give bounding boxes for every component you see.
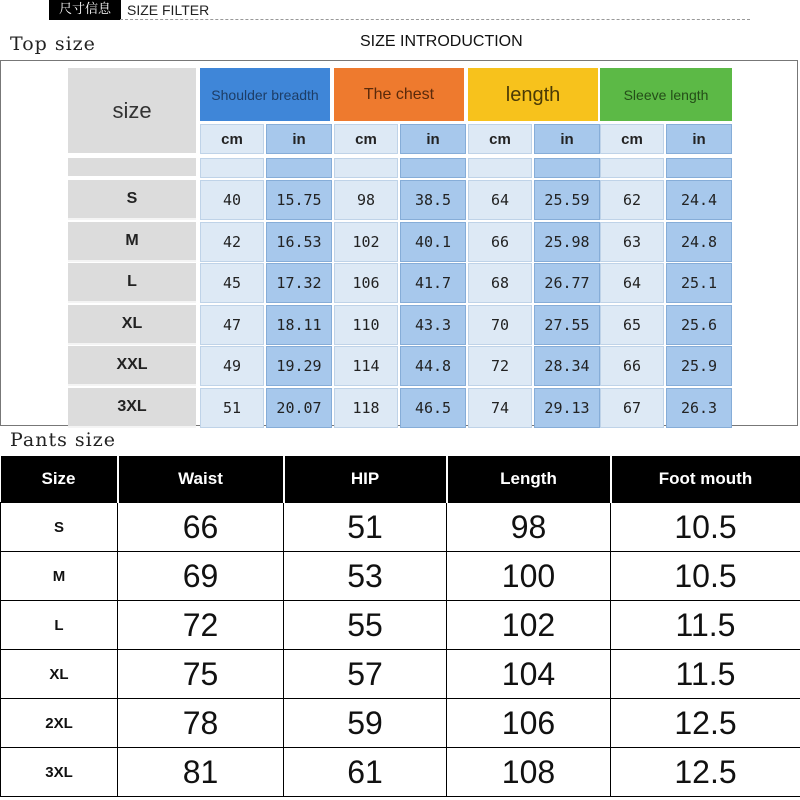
top-size-value: 102 xyxy=(334,222,398,262)
top-size-value: 67 xyxy=(600,388,664,428)
pants-header-foot-mouth: Foot mouth xyxy=(611,456,800,503)
blank-cell xyxy=(334,158,398,178)
pants-row xyxy=(1,650,800,699)
top-size-label: 3XL xyxy=(68,388,196,428)
group-header-length: length xyxy=(468,68,598,121)
top-size-label: S xyxy=(68,180,196,220)
top-size-value: 46.5 xyxy=(400,388,466,428)
top-size-value: 72 xyxy=(468,346,532,386)
pants-size-label: 2XL xyxy=(1,699,118,748)
pants-value: 69 xyxy=(118,552,284,601)
pants-size-label: 3XL xyxy=(1,748,118,797)
top-size-value: 98 xyxy=(334,180,398,220)
top-size-value: 18.11 xyxy=(266,305,332,345)
top-size-value: 51 xyxy=(200,388,264,428)
pants-header-waist: Waist xyxy=(118,456,284,503)
top-size-value: 44.8 xyxy=(400,346,466,386)
blank-cell xyxy=(266,158,332,178)
pants-value: 11.5 xyxy=(611,601,800,650)
top-size-value: 29.13 xyxy=(534,388,600,428)
pants-value: 53 xyxy=(284,552,447,601)
header-tag: 尺寸信息 xyxy=(49,0,121,20)
pants-value: 104 xyxy=(447,650,611,699)
blank-cell xyxy=(400,158,466,178)
top-size-title: Top size xyxy=(10,33,96,55)
top-size-header: size xyxy=(68,68,196,153)
top-size-value: 25.59 xyxy=(534,180,600,220)
top-size-value: 38.5 xyxy=(400,180,466,220)
pants-row xyxy=(1,748,800,797)
size-column-spacer xyxy=(68,158,196,178)
pants-value: 72 xyxy=(118,601,284,650)
unit-header-in: in xyxy=(666,124,732,154)
size-introduction-title: SIZE INTRODUCTION xyxy=(360,33,523,50)
pants-row xyxy=(1,503,800,552)
pants-value: 11.5 xyxy=(611,650,800,699)
pants-value: 61 xyxy=(284,748,447,797)
top-size-value: 24.8 xyxy=(666,222,732,262)
pants-value: 100 xyxy=(447,552,611,601)
top-size-value: 110 xyxy=(334,305,398,345)
pants-size-label: XL xyxy=(1,650,118,699)
top-size-value: 42 xyxy=(200,222,264,262)
pants-value: 12.5 xyxy=(611,699,800,748)
unit-header-in: in xyxy=(266,124,332,154)
top-size-value: 118 xyxy=(334,388,398,428)
top-size-value: 66 xyxy=(600,346,664,386)
header-divider xyxy=(120,19,750,20)
top-size-value: 43.3 xyxy=(400,305,466,345)
pants-value: 55 xyxy=(284,601,447,650)
pants-header-length: Length xyxy=(447,456,611,503)
blank-cell xyxy=(468,158,532,178)
pants-value: 59 xyxy=(284,699,447,748)
header-title: SIZE FILTER xyxy=(127,2,210,18)
pants-value: 78 xyxy=(118,699,284,748)
group-header-chest: The chest xyxy=(334,68,464,121)
top-size-value: 16.53 xyxy=(266,222,332,262)
pants-value: 106 xyxy=(447,699,611,748)
top-size-value: 15.75 xyxy=(266,180,332,220)
pants-row xyxy=(1,552,800,601)
group-header-shoulder: Shoulder breadth xyxy=(200,68,330,121)
top-size-value: 40 xyxy=(200,180,264,220)
top-size-value: 45 xyxy=(200,263,264,303)
top-size-value: 26.3 xyxy=(666,388,732,428)
top-size-value: 25.6 xyxy=(666,305,732,345)
top-size-value: 27.55 xyxy=(534,305,600,345)
pants-value: 10.5 xyxy=(611,552,800,601)
top-size-label: L xyxy=(68,263,196,303)
top-size-value: 26.77 xyxy=(534,263,600,303)
top-size-value: 40.1 xyxy=(400,222,466,262)
blank-cell xyxy=(200,158,264,178)
top-size-value: 68 xyxy=(468,263,532,303)
top-size-value: 49 xyxy=(200,346,264,386)
pants-size-label: S xyxy=(1,503,118,552)
top-size-value: 70 xyxy=(468,305,532,345)
pants-size-label: L xyxy=(1,601,118,650)
top-size-label: XXL xyxy=(68,346,196,386)
pants-value: 75 xyxy=(118,650,284,699)
blank-cell xyxy=(666,158,732,178)
top-size-value: 66 xyxy=(468,222,532,262)
top-size-value: 41.7 xyxy=(400,263,466,303)
top-size-value: 65 xyxy=(600,305,664,345)
top-size-value: 17.32 xyxy=(266,263,332,303)
top-size-value: 25.98 xyxy=(534,222,600,262)
pants-row xyxy=(1,601,800,650)
blank-cell xyxy=(534,158,600,178)
top-size-value: 64 xyxy=(600,263,664,303)
top-size-value: 63 xyxy=(600,222,664,262)
pants-value: 57 xyxy=(284,650,447,699)
top-size-label: M xyxy=(68,222,196,262)
pants-value: 108 xyxy=(447,748,611,797)
unit-header-cm: cm xyxy=(468,124,532,154)
pants-header-hip: HIP xyxy=(284,456,447,503)
unit-header-cm: cm xyxy=(334,124,398,154)
unit-header-cm: cm xyxy=(200,124,264,154)
unit-header-in: in xyxy=(400,124,466,154)
top-size-value: 62 xyxy=(600,180,664,220)
top-size-value: 24.4 xyxy=(666,180,732,220)
top-size-value: 106 xyxy=(334,263,398,303)
pants-value: 66 xyxy=(118,503,284,552)
pants-header-size: Size xyxy=(1,456,118,503)
top-size-value: 25.9 xyxy=(666,346,732,386)
blank-cell xyxy=(600,158,664,178)
pants-header-row xyxy=(1,456,800,503)
top-size-value: 20.07 xyxy=(266,388,332,428)
top-size-value: 47 xyxy=(200,305,264,345)
pants-value: 81 xyxy=(118,748,284,797)
top-size-label: XL xyxy=(68,305,196,345)
unit-header-in: in xyxy=(534,124,600,154)
top-size-value: 114 xyxy=(334,346,398,386)
pants-value: 10.5 xyxy=(611,503,800,552)
pants-value: 98 xyxy=(447,503,611,552)
pants-size-table xyxy=(0,456,800,797)
pants-value: 12.5 xyxy=(611,748,800,797)
top-size-value: 64 xyxy=(468,180,532,220)
top-size-value: 25.1 xyxy=(666,263,732,303)
pants-size-title: Pants size xyxy=(10,429,117,451)
pants-value: 102 xyxy=(447,601,611,650)
top-size-value: 19.29 xyxy=(266,346,332,386)
top-size-value: 74 xyxy=(468,388,532,428)
top-size-value: 28.34 xyxy=(534,346,600,386)
pants-row xyxy=(1,699,800,748)
pants-size-label: M xyxy=(1,552,118,601)
pants-value: 51 xyxy=(284,503,447,552)
group-header-sleeve: Sleeve length xyxy=(600,68,732,121)
unit-header-cm: cm xyxy=(600,124,664,154)
